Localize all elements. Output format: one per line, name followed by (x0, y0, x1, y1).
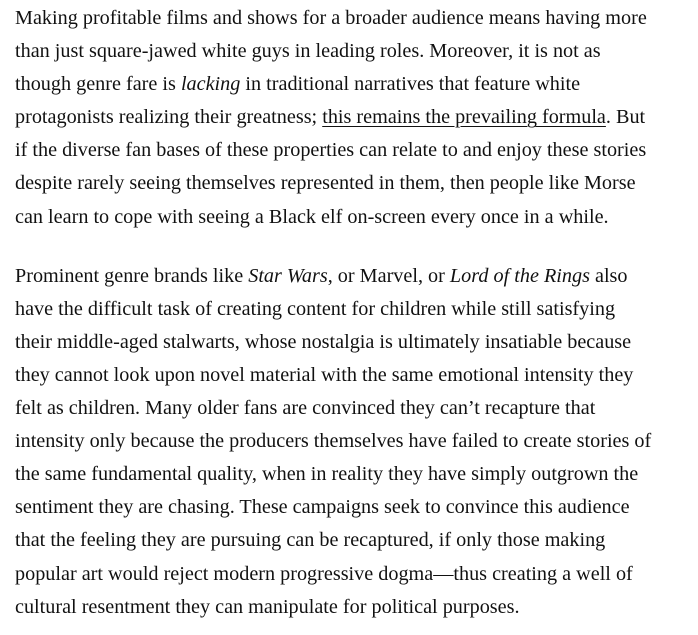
text-line: sentiment they are chasing. These campaigns seek to convince this audience (15, 496, 630, 519)
text-segment: also (589, 264, 628, 287)
text-line (15, 68, 683, 101)
text-segment: in traditional narratives that feature white (240, 73, 581, 96)
text-line (15, 101, 683, 134)
text-segment: , or Marvel, or (327, 264, 450, 287)
text-line: that the feeling they are pursuing can be recaptured, if only those making (15, 529, 606, 552)
text-line: have the difficult task of creating content for children while still satisfying (15, 297, 616, 320)
text-line: despite rarely seeing themselves represented in them, then people like Morse (15, 172, 636, 195)
text-segment: . But (605, 106, 646, 129)
title-star-wars: Star Wars (248, 264, 328, 287)
text-line: they cannot look upon novel material with the same emotional intensity they (15, 363, 634, 386)
text-line: than just square-jawed white guys in leading roles. Moreover, it is not as (15, 40, 601, 63)
text-line (15, 260, 683, 293)
title-lord-of-the-rings: Lord of the Rings (449, 264, 590, 287)
text-segment: protagonists realizing their greatness; (15, 106, 323, 129)
text-line: popular art would reject modern progressive dogma—thus creating a well of (15, 562, 633, 585)
emphasis-text: lacking (180, 73, 241, 96)
paragraph-1 (15, 0, 683, 234)
text-line: if the diverse fan bases of these properties can relate to and enjoy these stories (15, 139, 647, 162)
prevailing-formula-link[interactable]: this remains the prevailing formula (322, 106, 606, 129)
text-line: can learn to cope with seeing a Black elf on-screen every once in a while. (15, 205, 609, 228)
text-line: intensity only because the producers themselves have failed to create stories of (15, 430, 652, 453)
text-segment: Prominent genre brands like (15, 264, 249, 287)
text-segment: though genre fare is (15, 73, 181, 96)
text-line: Making profitable films and shows for a broader audience means having more (15, 7, 647, 29)
paragraph-2 (15, 260, 683, 624)
text-line: cultural resentment they can manipulate for political purposes. (15, 595, 520, 618)
text-line: their middle-aged stalwarts, whose nostalgia is ultimately insatiable because (15, 330, 632, 353)
text-line: felt as children. Many older fans are convinced they can’t recapture that (15, 397, 596, 420)
text-line: the same fundamental quality, when in reality they have simply outgrown the (15, 463, 639, 486)
